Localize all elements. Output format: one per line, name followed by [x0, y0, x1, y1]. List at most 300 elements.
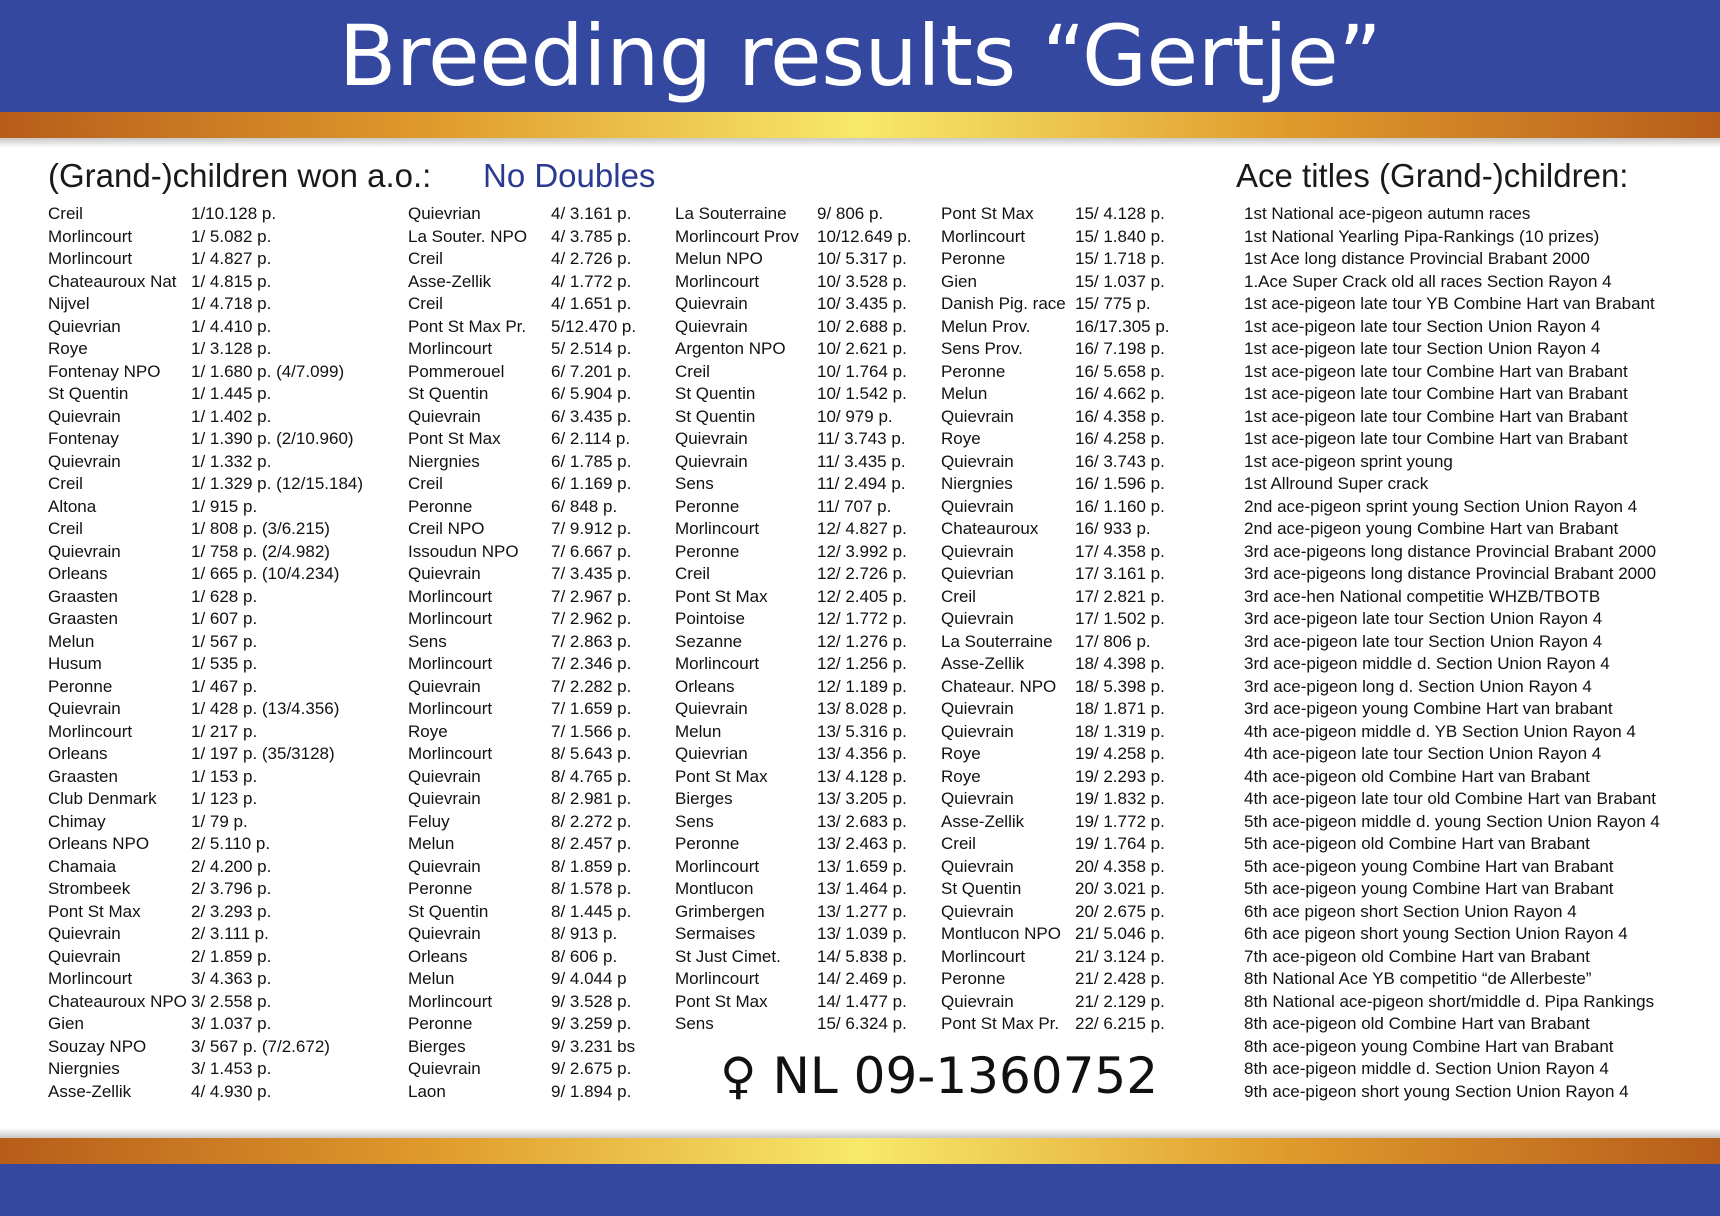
race-place: Morlincourt — [675, 519, 760, 538]
race-result: 13/ 8.028 p. — [817, 699, 907, 718]
race-result: 1/10.128 p. — [191, 204, 277, 223]
race-result: 11/ 3.743 p. — [817, 429, 906, 448]
race-result: 21/ 2.129 p. — [1075, 991, 1165, 1011]
race-place: Quievrain — [408, 924, 481, 943]
race-result: 10/ 1.542 p. — [817, 384, 907, 403]
race-place: Niergnies — [408, 451, 480, 471]
race-result: 11/ 2.494 p. — [817, 474, 906, 493]
race-result: 1/ 5.082 p. — [191, 226, 272, 246]
race-place: La Souterraine — [941, 631, 1053, 651]
race-place: Creil — [408, 474, 443, 493]
race-place: Orleans — [675, 676, 735, 696]
race-place: Quievrain — [941, 496, 1014, 516]
ace-title-item: 1st Ace long distance Provincial Brabant 2000 — [1244, 249, 1590, 268]
race-place: Quievrian — [675, 744, 748, 763]
race-result: 17/ 806 p. — [1075, 631, 1151, 651]
race-result: 12/ 2.726 p. — [817, 564, 907, 583]
race-place: Quievrain — [408, 766, 481, 786]
race-result: 8/ 4.765 p. — [551, 766, 632, 786]
race-place: Niergnies — [941, 474, 1013, 493]
race-place: Sens — [675, 1014, 714, 1033]
race-place: Montlucon — [675, 879, 754, 898]
race-result: 8/ 606 p. — [551, 946, 618, 966]
footer-banner — [0, 1164, 1720, 1216]
race-place: Pont St Max — [48, 901, 141, 921]
race-result: 6/ 3.435 p. — [551, 406, 632, 426]
race-place: Chamaia — [48, 856, 117, 876]
race-result: 13/ 2.463 p. — [817, 834, 907, 853]
race-place: Pont St Max Pr. — [941, 1014, 1060, 1033]
race-result: 1/ 4.410 p. — [191, 316, 272, 336]
race-place: Gien — [941, 271, 977, 291]
race-result: 2/ 3.111 p. — [191, 924, 269, 943]
race-result: 17/ 4.358 p. — [1075, 541, 1165, 561]
race-result: 7/ 2.346 p. — [551, 654, 632, 673]
race-place: Altona — [48, 496, 97, 516]
race-place: Quievrian — [48, 316, 121, 336]
race-result: 13/ 1.039 p. — [817, 924, 907, 943]
race-result: 12/ 2.405 p. — [817, 586, 907, 606]
ace-titles-list — [1244, 203, 1660, 1103]
race-result: 19/ 2.293 p. — [1075, 766, 1165, 786]
race-place: Melun — [408, 969, 455, 988]
race-result: 1/ 628 p. — [191, 586, 258, 606]
race-place: Niergnies — [48, 1059, 120, 1078]
race-result: 19/ 1.772 p. — [1075, 811, 1165, 831]
race-place: St Quentin — [408, 384, 489, 403]
ace-title-item: 1st ace-pigeon late tour Section Union Rayon 4 — [1244, 316, 1601, 336]
ace-title-item: 8th National ace-pigeon short/middle d. Pipa Rankings — [1244, 991, 1655, 1011]
race-result: 18/ 1.319 p. — [1075, 721, 1165, 741]
race-place: Quievrain — [941, 541, 1014, 561]
race-place: Morlincourt — [675, 969, 760, 988]
ace-title-item: 6th ace pigeon short Section Union Rayon 4 — [1244, 901, 1577, 921]
race-result: 11/ 707 p. — [817, 496, 892, 516]
race-place: Melun NPO — [675, 249, 763, 268]
ace-titles-heading: Ace titles (Grand-)children: — [1236, 157, 1629, 194]
race-result: 13/ 4.356 p. — [817, 744, 907, 763]
race-place: Morlincourt — [408, 744, 493, 763]
race-place: Montlucon NPO — [941, 924, 1061, 943]
race-result: 10/ 2.688 p. — [817, 316, 907, 336]
race-result: 18/ 5.398 p. — [1075, 676, 1165, 696]
race-result: 16/ 7.198 p. — [1075, 339, 1165, 358]
race-place: Chateauroux Nat — [48, 271, 177, 291]
ace-title-item: 8th National Ace YB competitio “de Allerbeste” — [1244, 969, 1592, 988]
race-place: Sens — [408, 631, 447, 651]
race-result: 10/ 2.621 p. — [817, 339, 907, 358]
race-place: Quievrain — [48, 541, 121, 561]
race-place: Roye — [941, 429, 981, 448]
race-result: 9/ 806 p. — [817, 204, 884, 223]
race-place: Peronne — [675, 541, 740, 561]
race-result: 18/ 4.398 p. — [1075, 654, 1165, 673]
race-place: Melun — [675, 721, 722, 741]
race-place: Morlincourt — [48, 969, 133, 988]
race-result: 17/ 1.502 p. — [1075, 609, 1165, 628]
race-result: 1/ 217 p. — [191, 721, 258, 741]
ace-title-item: 1st ace-pigeon late tour Combine Hart van Brabant — [1244, 384, 1628, 403]
ace-title-item: 5th ace-pigeon old Combine Hart van Brabant — [1244, 834, 1590, 853]
race-result: 11/ 3.435 p. — [817, 451, 906, 471]
race-place: Chimay — [48, 811, 106, 831]
race-result: 9/ 3.259 p. — [551, 1014, 632, 1033]
race-result: 16/ 933 p. — [1075, 519, 1151, 538]
race-place: St Quentin — [675, 406, 756, 426]
race-result: 7/ 2.863 p. — [551, 631, 632, 651]
race-result: 4/ 3.785 p. — [551, 226, 632, 246]
race-result: 18/ 1.871 p. — [1075, 699, 1165, 718]
race-result: 8/ 1.445 p. — [551, 901, 632, 921]
race-result: 13/ 1.659 p. — [817, 856, 907, 876]
race-place: Morlincourt — [408, 991, 493, 1011]
race-place: Quievrian — [408, 204, 481, 223]
ace-title-item: 1.Ace Super Crack old all races Section Rayon 4 — [1244, 271, 1612, 291]
race-place: Graasten — [48, 766, 118, 786]
race-result: 3/ 567 p. (7/2.672) — [191, 1036, 330, 1056]
race-place: Peronne — [941, 249, 1006, 268]
race-place: Quievrain — [48, 451, 121, 471]
race-result: 16/ 3.743 p. — [1075, 451, 1165, 471]
race-place: Sens Prov. — [941, 339, 1023, 358]
race-result: 6/ 7.201 p. — [551, 361, 632, 381]
race-place: Chateauroux — [941, 519, 1039, 538]
race-place: Quievrain — [48, 699, 121, 718]
race-result: 1/ 808 p. (3/6.215) — [191, 519, 330, 538]
ace-title-item: 6th ace pigeon short young Section Union Rayon 4 — [1244, 924, 1628, 943]
race-result: 15/ 775 p. — [1075, 294, 1151, 313]
race-place: Nijvel — [48, 294, 90, 313]
race-result: 22/ 6.215 p. — [1075, 1014, 1165, 1033]
race-place: Asse-Zellik — [941, 654, 1025, 673]
race-result: 12/ 4.827 p. — [817, 519, 907, 538]
ace-title-item: 1st National Yearling Pipa-Rankings (10 prizes) — [1244, 226, 1600, 246]
race-result: 6/ 848 p. — [551, 496, 618, 516]
race-result: 21/ 3.124 p. — [1075, 946, 1165, 966]
race-result: 2/ 3.293 p. — [191, 901, 272, 921]
race-place: Morlincourt — [408, 339, 493, 358]
race-result: 10/ 3.435 p. — [817, 294, 907, 313]
race-result: 9/ 2.675 p. — [551, 1059, 632, 1078]
ace-title-item: 1st ace-pigeon late tour Combine Hart van Brabant — [1244, 361, 1628, 381]
race-result: 1/ 758 p. (2/4.982) — [191, 541, 330, 561]
race-result: 1/ 607 p. — [191, 609, 258, 628]
race-place: Quievrain — [48, 406, 121, 426]
race-place: Orleans — [408, 946, 468, 966]
race-result: 1/ 153 p. — [191, 766, 258, 786]
ace-title-item: 8th ace-pigeon middle d. Section Union Rayon 4 — [1244, 1059, 1609, 1078]
race-place: Creil — [408, 249, 443, 268]
race-result: 3/ 1.453 p. — [191, 1059, 272, 1078]
race-place: Quievrain — [408, 789, 481, 808]
race-place: Orleans NPO — [48, 834, 150, 853]
ace-title-item: 2nd ace-pigeon young Combine Hart van Brabant — [1244, 519, 1619, 538]
race-result: 20/ 2.675 p. — [1075, 901, 1165, 921]
race-place: Quievrian — [941, 564, 1014, 583]
race-result: 7/ 1.566 p. — [551, 721, 632, 741]
race-result: 9/ 1.894 p. — [551, 1081, 632, 1101]
race-place: Issoudun NPO — [408, 541, 519, 561]
race-result: 1/ 123 p. — [191, 789, 258, 808]
race-result: 1/ 535 p. — [191, 654, 258, 673]
race-result: 1/ 428 p. (13/4.356) — [191, 699, 340, 718]
race-result: 10/ 5.317 p. — [817, 249, 907, 268]
race-result: 1/ 567 p. — [191, 631, 258, 651]
race-place: Peronne — [675, 496, 740, 516]
race-place: Creil — [48, 474, 83, 493]
race-result: 8/ 2.457 p. — [551, 834, 632, 853]
race-result: 16/17.305 p. — [1075, 316, 1170, 336]
race-result: 13/ 1.277 p. — [817, 901, 907, 921]
race-place: Quievrain — [941, 856, 1014, 876]
race-place: Gien — [48, 1014, 84, 1033]
race-place: Asse-Zellik — [941, 811, 1025, 831]
race-result: 19/ 1.832 p. — [1075, 789, 1165, 808]
race-result: 1/ 1.445 p. — [191, 384, 272, 403]
race-place: Morlincourt Prov — [675, 226, 799, 246]
race-place: Creil — [48, 204, 83, 223]
race-result: 7/ 2.962 p. — [551, 609, 632, 628]
race-place: Club Denmark — [48, 789, 157, 808]
race-place: Pommerouel — [408, 361, 505, 381]
race-result: 15/ 1.037 p. — [1075, 271, 1165, 291]
race-place: Pont St Max — [675, 991, 768, 1011]
race-result: 6/ 5.904 p. — [551, 384, 632, 403]
ace-title-item: 2nd ace-pigeon sprint young Section Union Rayon 4 — [1244, 496, 1638, 516]
race-place: Peronne — [941, 969, 1006, 988]
race-result: 10/ 1.764 p. — [817, 361, 907, 381]
race-result: 20/ 4.358 p. — [1075, 856, 1165, 876]
ace-title-item: 3rd ace-pigeon young Combine Hart van brabant — [1244, 699, 1613, 718]
ace-title-item: 1st ace-pigeon late tour Section Union Rayon 4 — [1244, 339, 1601, 358]
ace-title-item: 1st Allround Super crack — [1244, 474, 1429, 493]
race-result: 13/ 4.128 p. — [817, 766, 907, 786]
race-result: 4/ 4.930 p. — [191, 1081, 272, 1101]
race-place: Morlincourt — [941, 226, 1026, 246]
race-place: Pont St Max — [675, 766, 768, 786]
race-result: 1/ 4.827 p. — [191, 249, 272, 268]
ace-title-item: 3rd ace-pigeon long d. Section Union Rayon 4 — [1244, 676, 1592, 696]
race-place: Chateauroux NPO — [48, 991, 187, 1011]
race-result: 2/ 5.110 p. — [191, 834, 271, 853]
ace-title-item: 1st ace-pigeon sprint young — [1244, 451, 1453, 471]
ace-title-item: 4th ace-pigeon old Combine Hart van Brabant — [1244, 766, 1590, 786]
ace-title-item: 3rd ace-pigeon late tour Section Union Rayon 4 — [1244, 631, 1603, 651]
race-result: 21/ 2.428 p. — [1075, 969, 1165, 988]
race-result: 1/ 915 p. — [191, 496, 258, 516]
race-result: 12/ 1.276 p. — [817, 631, 907, 651]
race-place: Pont St Max Pr. — [408, 316, 527, 336]
race-result: 6/ 1.785 p. — [551, 451, 632, 471]
race-place: Quievrain — [941, 609, 1014, 628]
race-result: 12/ 1.256 p. — [817, 654, 907, 673]
race-place: Sermaises — [675, 924, 756, 943]
race-place: Morlincourt — [675, 856, 760, 876]
race-result: 7/ 2.282 p. — [551, 676, 632, 696]
race-result: 5/12.470 p. — [551, 316, 637, 336]
race-place: Melun — [941, 384, 988, 403]
race-result: 16/ 4.358 p. — [1075, 406, 1165, 426]
race-result: 10/ 979 p. — [817, 406, 893, 426]
race-place: Morlincourt — [408, 586, 493, 606]
race-place: Sezanne — [675, 631, 743, 651]
race-place: Quievrain — [941, 991, 1014, 1011]
race-result: 1/ 3.128 p. — [191, 339, 272, 358]
race-result: 7/ 2.967 p. — [551, 586, 632, 606]
race-place: Strombeek — [48, 879, 131, 898]
race-place: La Souterraine — [675, 204, 787, 223]
race-place: Graasten — [48, 609, 118, 628]
race-place: Morlincourt — [48, 249, 133, 268]
race-place: Asse-Zellik — [408, 271, 492, 291]
race-result: 17/ 3.161 p. — [1075, 564, 1165, 583]
race-place: Bierges — [408, 1036, 466, 1056]
race-place: St Quentin — [408, 901, 489, 921]
race-result: 8/ 913 p. — [551, 924, 618, 943]
race-place: Roye — [941, 766, 981, 786]
race-place: Creil — [675, 564, 710, 583]
ace-title-item: 3rd ace-pigeon middle d. Section Union Rayon 4 — [1244, 654, 1610, 673]
race-place: Creil — [408, 294, 443, 313]
race-place: Pont St Max — [675, 586, 768, 606]
race-place: Quievrain — [675, 699, 748, 718]
race-place: Morlincourt — [48, 226, 133, 246]
race-result: 19/ 4.258 p. — [1075, 744, 1165, 763]
race-result: 2/ 1.859 p. — [191, 946, 272, 966]
race-result: 14/ 1.477 p. — [817, 991, 907, 1011]
race-result: 1/ 1.680 p. (4/7.099) — [191, 361, 345, 381]
race-place: Fontenay NPO — [48, 361, 161, 381]
race-place: Melun Prov. — [941, 316, 1031, 336]
race-place: Orleans — [48, 744, 108, 763]
race-place: St Quentin — [48, 384, 129, 403]
ace-title-item: 5th ace-pigeon middle d. young Section Union Rayon 4 — [1244, 811, 1660, 831]
race-result: 8/ 2.272 p. — [551, 811, 632, 831]
race-place: Creil — [941, 586, 976, 606]
race-result: 1/ 1.329 p. (12/15.184) — [191, 474, 364, 493]
race-result: 1/ 665 p. (10/4.234) — [191, 564, 340, 583]
race-result: 3/ 1.037 p. — [191, 1014, 272, 1033]
race-result: 13/ 3.205 p. — [817, 789, 907, 808]
race-place: Quievrain — [675, 451, 748, 471]
race-result: 1/ 4.815 p. — [191, 271, 272, 291]
race-place: Peronne — [48, 676, 113, 696]
ace-title-item: 4th ace-pigeon late tour Section Union Rayon 4 — [1244, 744, 1602, 763]
race-place: Roye — [941, 744, 981, 763]
race-place: Creil — [941, 834, 976, 853]
race-place: Quievrain — [941, 789, 1014, 808]
race-result: 6/ 2.114 p. — [551, 429, 631, 448]
race-place: Fontenay — [48, 429, 119, 448]
race-place: Quievrain — [408, 564, 481, 583]
race-place: Quievrain — [941, 721, 1014, 741]
race-result: 1/ 467 p. — [191, 676, 258, 696]
race-result: 16/ 1.596 p. — [1075, 474, 1165, 493]
race-place: Souzay NPO — [48, 1036, 147, 1056]
race-place: Quievrain — [675, 316, 748, 336]
race-result: 7/ 6.667 p. — [551, 541, 632, 561]
race-result: 8/ 1.578 p. — [551, 879, 632, 898]
race-place: Morlincourt — [941, 946, 1026, 966]
race-result: 13/ 1.464 p. — [817, 879, 907, 898]
race-result: 16/ 1.160 p. — [1075, 496, 1165, 516]
race-place: Graasten — [48, 586, 118, 606]
race-place: Morlincourt — [408, 699, 493, 718]
race-result: 3/ 2.558 p. — [191, 991, 272, 1011]
race-result: 14/ 2.469 p. — [817, 969, 907, 988]
race-place: St Just Cimet. — [675, 946, 781, 966]
race-place: Pointoise — [675, 609, 745, 628]
race-place: Quievrain — [941, 451, 1014, 471]
race-result: 1/ 1.402 p. — [191, 406, 272, 426]
race-place: Peronne — [675, 834, 740, 853]
race-place: Roye — [48, 339, 88, 358]
race-place: Quievrain — [941, 406, 1014, 426]
ace-title-item: 3rd ace-pigeon late tour Section Union Rayon 4 — [1244, 609, 1603, 628]
race-place: Morlincourt — [675, 271, 760, 291]
race-result: 8/ 5.643 p. — [551, 744, 632, 763]
race-place: Laon — [408, 1081, 446, 1101]
race-place: Morlincourt — [675, 654, 760, 673]
race-place: Roye — [408, 721, 448, 741]
race-place: Sens — [675, 474, 714, 493]
race-result: 2/ 4.200 p. — [191, 856, 272, 876]
race-place: Asse-Zellik — [48, 1081, 132, 1101]
ring-number: ♀ NL 09-1360752 — [720, 1047, 1159, 1105]
race-result: 15/ 1.718 p. — [1075, 249, 1165, 268]
race-result: 1/ 1.390 p. (2/10.960) — [191, 429, 354, 448]
race-result: 1/ 197 p. (35/3128) — [191, 744, 335, 763]
race-result: 12/ 1.772 p. — [817, 609, 907, 628]
children-heading: (Grand-)children won a.o.: — [48, 157, 432, 194]
race-place: Quievrain — [48, 924, 121, 943]
race-result: 16/ 4.258 p. — [1075, 429, 1165, 448]
race-result: 5/ 2.514 p. — [551, 339, 632, 358]
race-result: 15/ 1.840 p. — [1075, 226, 1165, 246]
race-result: 10/ 3.528 p. — [817, 271, 907, 291]
race-place: Sens — [675, 811, 714, 831]
page-title: Breeding results “Gertje” — [338, 7, 1382, 105]
race-place: Quievrain — [408, 676, 481, 696]
race-result: 16/ 5.658 p. — [1075, 361, 1165, 381]
race-result: 4/ 2.726 p. — [551, 249, 632, 268]
race-result: 10/12.649 p. — [817, 226, 912, 246]
race-place: Melun — [48, 631, 95, 651]
race-place: Peronne — [408, 1014, 473, 1033]
race-place: Morlincourt — [408, 609, 493, 628]
race-result: 15/ 6.324 p. — [817, 1014, 907, 1033]
race-result: 1/ 4.718 p. — [191, 294, 272, 313]
ace-title-item: 7th ace-pigeon old Combine Hart van Brabant — [1244, 946, 1590, 966]
race-result: 16/ 4.662 p. — [1075, 384, 1165, 403]
ace-title-item: 3rd ace-pigeons long distance Provincial Brabant 2000 — [1244, 541, 1657, 561]
race-result: 4/ 1.772 p. — [551, 271, 632, 291]
race-result: 19/ 1.764 p. — [1075, 834, 1165, 853]
race-place: Grimbergen — [675, 901, 765, 921]
header-banner — [0, 0, 1720, 112]
race-place: Pont St Max — [408, 429, 501, 448]
race-place: Bierges — [675, 789, 733, 808]
race-result: 14/ 5.838 p. — [817, 946, 907, 966]
race-result: 7/ 9.912 p. — [551, 519, 632, 538]
race-place: Pont St Max — [941, 204, 1034, 223]
race-place: Quievrain — [675, 429, 748, 448]
race-place: Husum — [48, 654, 102, 673]
race-place: St Quentin — [675, 384, 756, 403]
ace-title-item: 8th ace-pigeon young Combine Hart van Brabant — [1244, 1036, 1614, 1056]
race-place: Chateaur. NPO — [941, 676, 1057, 696]
race-place: Morlincourt — [48, 721, 133, 741]
